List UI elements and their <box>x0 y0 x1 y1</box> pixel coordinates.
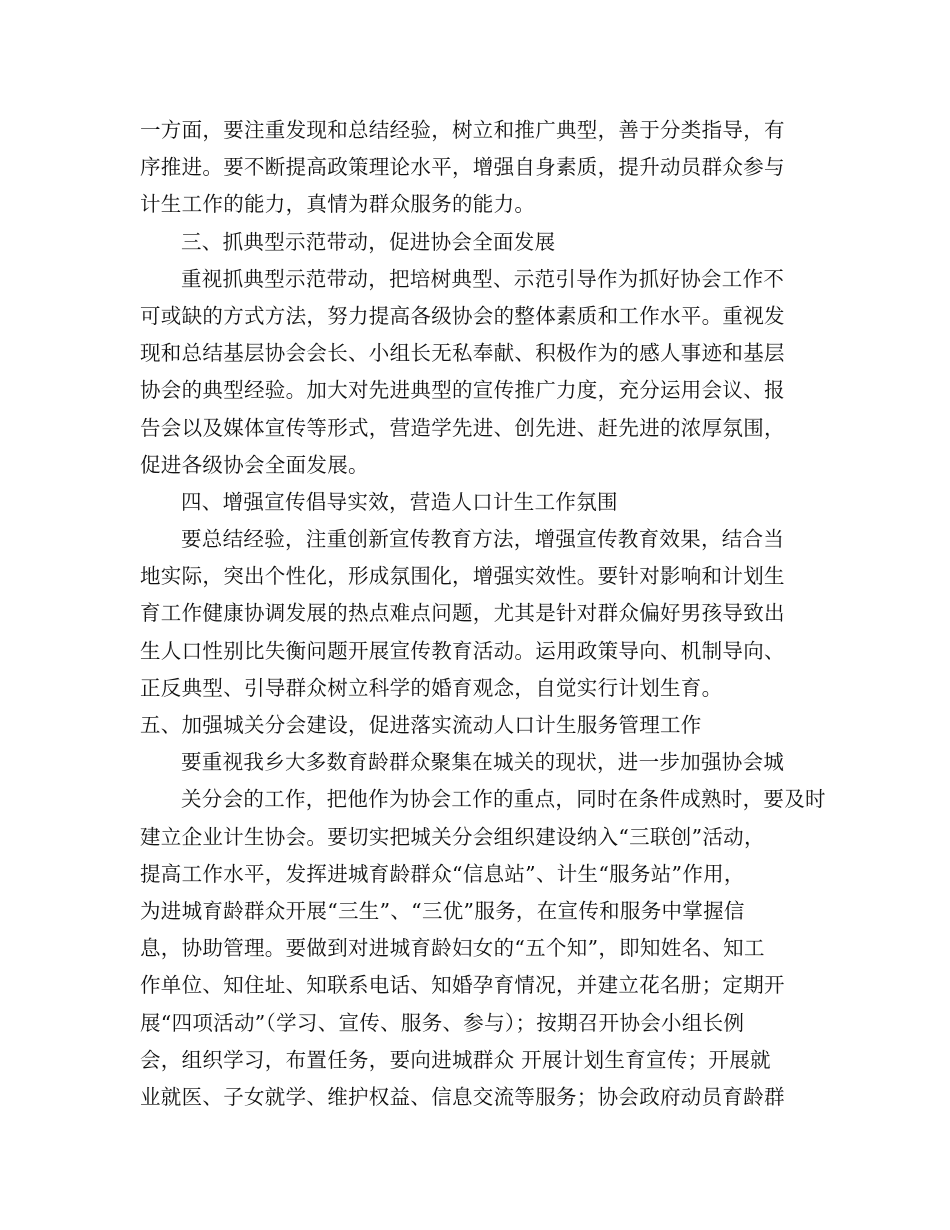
text-line: 建立企业计生协会。要切实把城关分会组织建设纳入“三联创”活动， <box>140 824 765 849</box>
text-line: 告会以及媒体宣传等形式，营造学先进、创先进、赶先进的浓厚氛围， <box>140 415 785 440</box>
text-line: 会，组织学习，布置任务，要向进城群众 开展计划生育宣传；开展就 <box>140 1047 771 1072</box>
text-line: 关分会的工作，把他作为协会工作的重点，同时在条件成熟时，要及时 <box>181 787 826 812</box>
text-line <box>140 1153 815 1190</box>
text-line: 计生工作的能力，真情为群众服务的能力。 <box>140 192 536 217</box>
text-line: 育工作健康协调发展的热点难点问题，尤其是针对群众偏好男孩导致出 <box>140 601 785 626</box>
document-body <box>140 112 826 1190</box>
text-line: 促进各级协会全面发展。 <box>140 452 369 477</box>
text-line: 为进城育龄群众开展“三生”、“三优”服务，在宣传和服务中掌握信 <box>140 898 745 923</box>
text-line: 息，协助管理。要做到对进城育龄妇女的“五个知”，即知姓名、知工 <box>140 936 765 961</box>
text-line: 正反典型、引导群众树立科学的婚育观念，自觉实行计划生育。 <box>140 675 723 700</box>
text-line <box>140 1116 815 1153</box>
section-heading: 三、抓典型示范带动，促进协会全面发展 <box>181 229 556 254</box>
text-line: 五、加强城关分会建设，促进落实流动人口计生服务管理工作 <box>140 713 702 737</box>
text-line: 作单位、知住址、知联系电话、知婚孕育情况，并建立花名册；定期开 <box>140 973 785 998</box>
text-line: 协会的典型经验。加大对先进典型的宣传推广力度，充分运用会议、报 <box>140 378 785 403</box>
section-heading: 要重视我乡大多数育龄群众聚集在城关的现状，进一步加强协会城 <box>181 750 785 775</box>
text-line: 重视抓典型示范带动，把培树典型、示范引导作为抓好协会工作不 <box>181 266 785 291</box>
text-line: 业就医、子女就学、维护权益、信息交流等服务；协会政府动员育龄群 <box>140 1084 785 1109</box>
text-line: 现和总结基层协会会长、小组长无私奉献、积极作为的感人事迹和基层 <box>140 341 785 366</box>
text-line: 可或缺的方式方法，努力提高各级协会的整体素质和工作水平。重视发 <box>140 303 785 328</box>
text-line: 展“四项活动”（学习、宣传、服务、参与）；按期召开协会小组长例 <box>140 1010 745 1035</box>
text-line: 地实际，突出个性化，形成氛围化，增强实效性。要针对影响和计划生 <box>140 564 785 589</box>
text-line: 提高工作水平，发挥进城育龄群众“信息站”、计生“服务站”作用， <box>140 861 745 886</box>
text-line: 生人口性别比失衡问题开展宣传教育活动。运用政策导向、机制导向、 <box>140 638 785 663</box>
text-line: 一方面，要注重发现和总结经验，树立和推广典型，善于分类指导，有 <box>140 118 785 142</box>
text-line: 序推进。要不断提高政策理论水平，增强自身素质，提升动员群众参与 <box>140 155 785 180</box>
text-line: 要总结经验，注重创新宣传教育方法，增强宣传教育效果，结合当 <box>181 527 785 552</box>
section-heading: 四、增强宣传倡导实效，营造人口计生工作氛围 <box>181 489 618 514</box>
